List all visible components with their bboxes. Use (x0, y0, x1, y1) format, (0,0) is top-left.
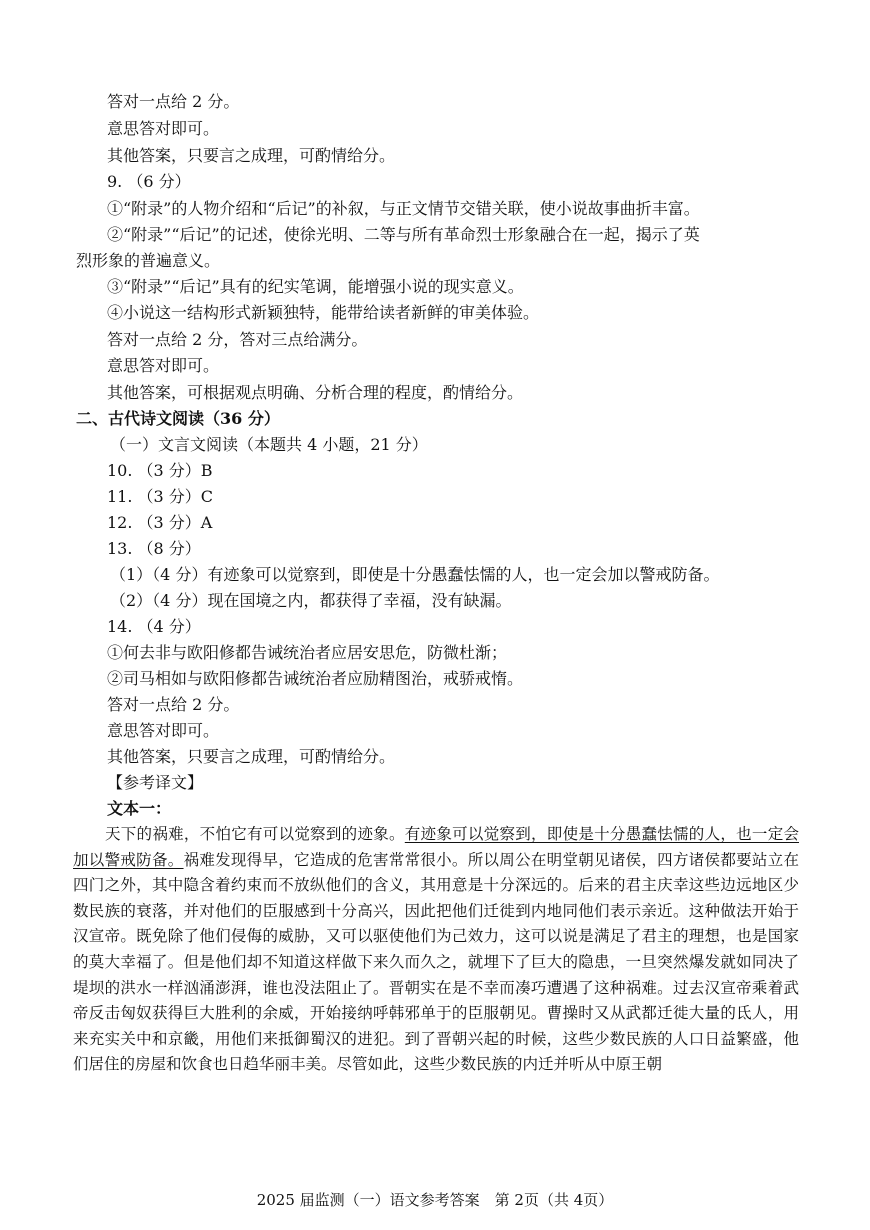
scoring-note: 答对一点给 2 分，答对三点给满分。 (107, 330, 368, 349)
scoring-note: 意思答对即可。 (107, 119, 220, 138)
answer-point: ②“附录”“后记”的记述，使徐光明、二等与所有革命烈士形象融合在一起，揭示了英 (107, 225, 700, 244)
translation-start: 天下的祸难，不怕它有可以觉察到的迹象。 (105, 825, 405, 843)
answer-point: ①何去非与欧阳修都告诫统治者应居安思危，防微杜渐； (107, 643, 508, 662)
scoring-note: 意思答对即可。 (107, 721, 220, 740)
reference-translation-heading: 【参考译文】 (107, 773, 204, 792)
answer-line: 10. （3 分）B (107, 461, 213, 480)
scoring-note: 其他答案，可根据观点明确、分析合理的程度，酌情给分。 (107, 383, 524, 402)
scoring-note: 其他答案，只要言之成理，可酌情给分。 (107, 747, 396, 766)
answer-line: 11. （3 分）C (107, 487, 214, 506)
answer-point: （2）（4 分）现在国境之内，都获得了幸福，没有缺漏。 (110, 591, 512, 610)
translation-body: 祸难发现得早，它造成的危害常常很小。所以周公在明堂朝见诸侯，四方诸侯都要站立在四门之外，其中隐含着约束而不放纵他们的含义，其用意是十分深远的。后来的君主庆幸这些边远地区少数民族的衰落，并对他们的臣服感到十分高兴，因此把他们迁徙到内地同他们表示亲近。这种做法开始于汉宣帝。既免除了他们侵侮的威胁，又可以驱使他们为己效力，这可以说是满足了君主的理想，也是国家的莫大幸福了。但是他们却不知道这样做下来久而久之，就埋下了巨大的隐患，一旦突然爆发就如同决了堤坝的洪水一样汹涌澎湃，谁也没法阻止了。晋朝实在是不幸而凑巧遭遇了这种祸难。过去汉宣帝乘着武帝反击匈奴获得巨大胜利的余威，开始接纳呼韩邪单于的臣服朝见。曹操时又从武都迁徙大量的氐人，用来充实关中和京畿，用他们来抵御蜀汉的进犯。到了晋朝兴起的时候，这些少数民族的人口日益繁盛，他们居住的房屋和饮食也日趋华丽丰美。尽管如此，这些少数民族的内迁并听从中原王朝 (73, 850, 799, 1074)
answer-line: 12. （3 分）A (107, 513, 213, 532)
text-label: 文本一： (107, 799, 172, 818)
page-footer: 2025 届监测（一）语文参考答案 第 2页（共 4页） (256, 1191, 614, 1209)
question-number: 9. （6 分） (107, 172, 191, 191)
section-heading: 二、古代诗文阅读（36 分） (76, 409, 280, 428)
answer-point: ③“附录”“后记”具有的纪实笔调，能增强小说的现实意义。 (107, 277, 524, 296)
underlined-sentence: 有迹象可以觉察到，即使是十分愚蠢怯懦的人，也一定会加以警戒防备。 (73, 825, 799, 869)
subsection-heading: （一）文言文阅读（本题共 4 小题，21 分） (110, 435, 428, 454)
scoring-note: 答对一点给 2 分。 (107, 695, 240, 714)
answer-point: ②司马相如与欧阳修都告诫统治者应励精图治，戒骄戒惰。 (107, 669, 524, 688)
scoring-note: 其他答案，只要言之成理，可酌情给分。 (107, 146, 396, 165)
translation-paragraph (73, 822, 799, 1078)
answer-point-continued: 烈形象的普遍意义。 (76, 251, 221, 270)
answer-point: （1）（4 分）有迹象可以觉察到，即使是十分愚蠢怯懦的人，也一定会加以警戒防备。 (110, 565, 720, 584)
answer-point: ①“附录”的人物介绍和“后记”的补叙，与正文情节交错关联，使小说故事曲折丰富。 (107, 199, 700, 218)
question-number: 13. （8 分） (107, 539, 201, 558)
answer-point: ④小说这一结构形式新颖独特，能带给读者新鲜的审美体验。 (107, 303, 540, 322)
scoring-note: 答对一点给 2 分。 (107, 92, 240, 111)
scoring-note: 意思答对即可。 (107, 356, 220, 375)
question-number: 14. （4 分） (107, 617, 201, 636)
